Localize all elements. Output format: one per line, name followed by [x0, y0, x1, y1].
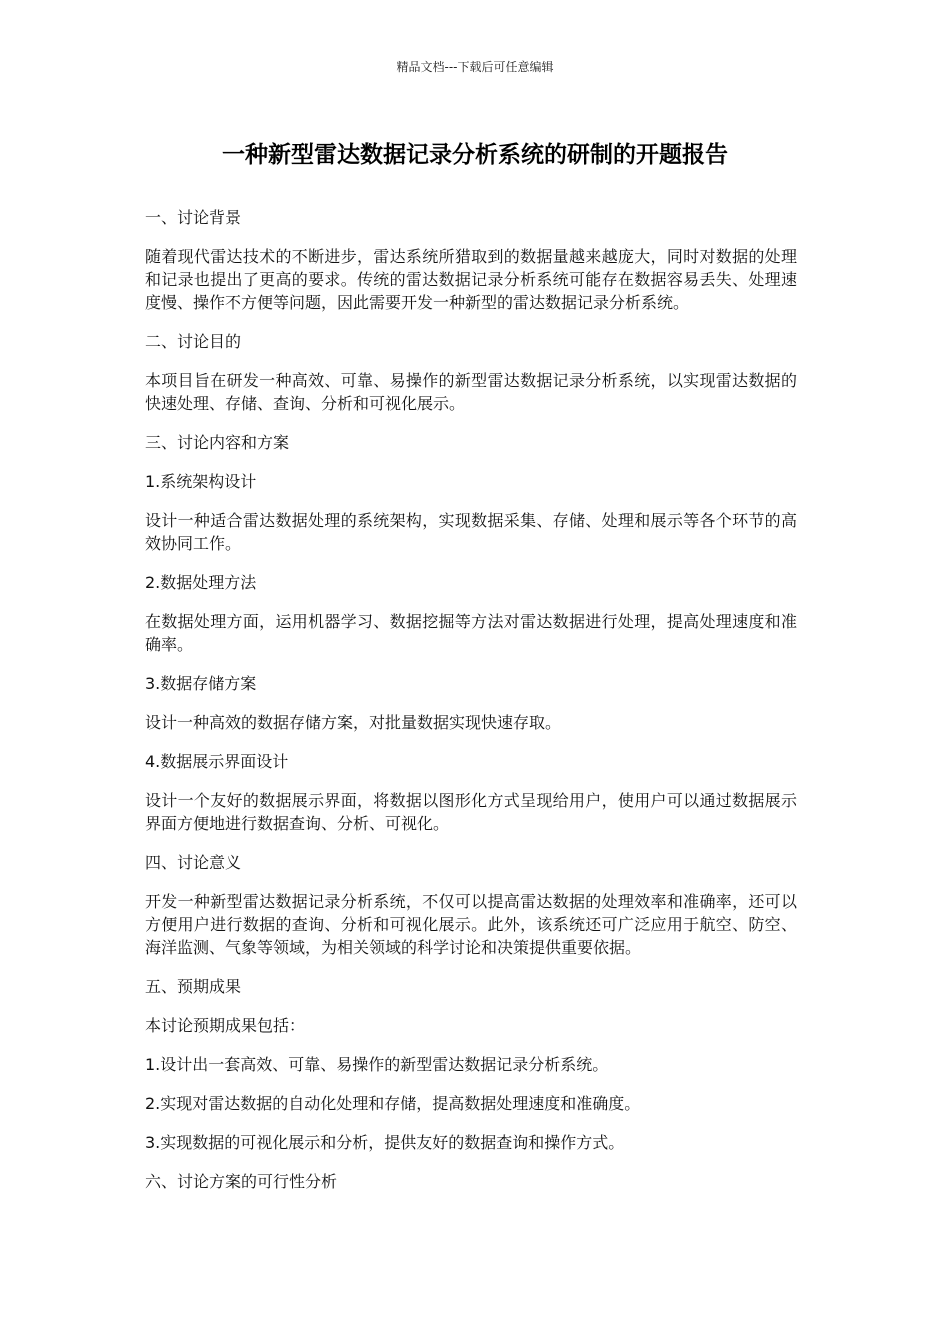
list-item: 1.设计出一套高效、可靠、易操作的新型雷达数据记录分析系统。: [145, 1055, 609, 1074]
paragraph: 设计一种适合雷达数据处理的系统架构，实现数据采集、存储、处理和展示等各个环节的高效协同工作。: [145, 511, 797, 553]
document-body: [145, 206, 797, 1209]
section-heading: 四、讨论意义: [145, 853, 242, 872]
section-heading: 一、讨论背景: [145, 208, 242, 227]
header-note: 精品文档---下载后可任意编辑: [396, 60, 554, 74]
document-title: 一种新型雷达数据记录分析系统的研制的开题报告: [222, 142, 728, 168]
paragraph: 本项目旨在研发一种高效、可靠、易操作的新型雷达数据记录分析系统，以实现雷达数据的快速处理、存储、查询、分析和可视化展示。: [145, 371, 797, 413]
subsection-heading: 1.系统架构设计: [145, 472, 257, 491]
list-item: 2.实现对雷达数据的自动化处理和存储，提高数据处理速度和准确度。: [145, 1094, 641, 1113]
subsection-heading: 3.数据存储方案: [145, 674, 257, 693]
paragraph: 设计一种高效的数据存储方案，对批量数据实现快速存取。: [145, 713, 562, 732]
subsection-heading: 4.数据展示界面设计: [145, 752, 289, 771]
list-item: 3.实现数据的可视化展示和分析，提供友好的数据查询和操作方式。: [145, 1133, 625, 1152]
subsection-heading: 2.数据处理方法: [145, 573, 257, 592]
section-heading: 五、预期成果: [145, 977, 242, 996]
paragraph: 随着现代雷达技术的不断进步，雷达系统所猎取到的数据量越来越庞大，同时对数据的处理和记录也提出了更高的要求。传统的雷达数据记录分析系统可能存在数据容易丢失、处理速度慢、操作不方便等问题，因此需要开发一种新型的雷达数据记录分析系统。: [145, 247, 797, 312]
section-heading: 三、讨论内容和方案: [145, 433, 290, 452]
paragraph: 开发一种新型雷达数据记录分析系统，不仅可以提高雷达数据的处理效率和准确率，还可以方便用户进行数据的查询、分析和可视化展示。此外，该系统还可广泛应用于航空、防空、海洋监测、气象等领域，为相关领域的科学讨论和决策提供重要依据。: [145, 892, 797, 957]
paragraph: 设计一个友好的数据展示界面，将数据以图形化方式呈现给用户，使用户可以通过数据展示界面方便地进行数据查询、分析、可视化。: [145, 791, 797, 833]
paragraph: 在数据处理方面，运用机器学习、数据挖掘等方法对雷达数据进行处理，提高处理速度和准确率。: [145, 612, 797, 654]
section-heading: 二、讨论目的: [145, 332, 242, 351]
section-heading: 六、讨论方案的可行性分析: [145, 1172, 338, 1191]
paragraph: 本讨论预期成果包括：: [145, 1016, 306, 1035]
